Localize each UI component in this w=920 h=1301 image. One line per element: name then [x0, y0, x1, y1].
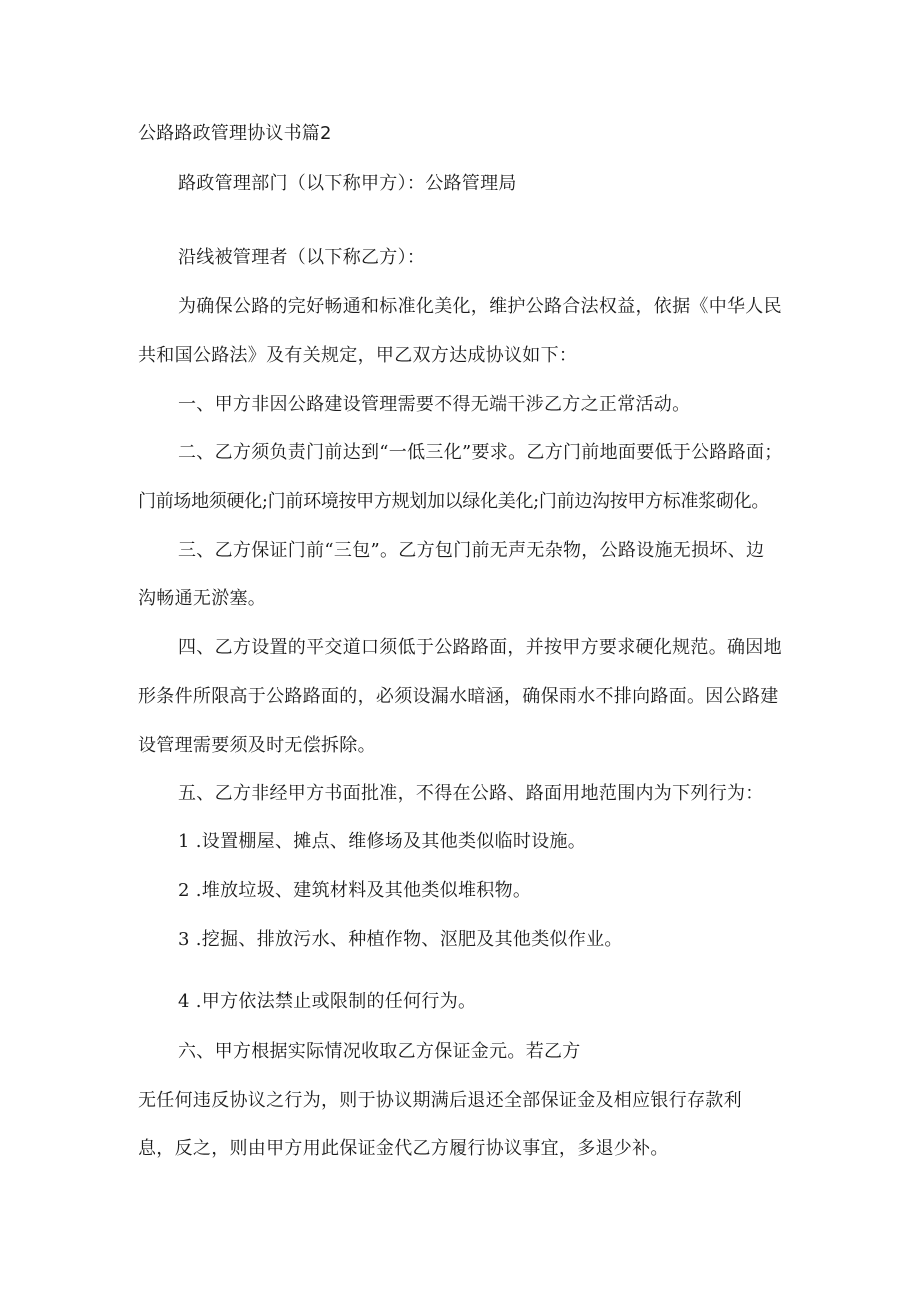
clause-2-line-2: 门前场地须硬化;门前环境按甲方规划加以绿化美化;门前边沟按甲方标准浆砌化。: [138, 491, 770, 512]
clause-4-line-2: 形条件所限高于公路路面的，必须设漏水暗涵，确保雨水不排向路面。因公路建: [138, 686, 779, 707]
clause-3-line-1: 三、乙方保证门前“三包”。乙方包门前无声无杂物，公路设施无损坏、边: [178, 540, 765, 561]
list-item-1: 1 .设置棚屋、摊点、维修场及其他类似临时设施。: [178, 831, 587, 852]
clause-2-line-1: 二、乙方须负责门前达到“一低三化”要求。乙方门前地面要低于公路路面；: [178, 442, 783, 463]
intro-line-2: 共和国公路法》及有关规定，甲乙双方达成协议如下：: [138, 345, 578, 366]
clause-6-line-1: 六、甲方根据实际情况收取乙方保证金元。若乙方: [178, 1041, 581, 1062]
intro-line-1: 为确保公路的完好畅通和标准化美化，维护公路合法权益，依据《中华人民: [178, 296, 782, 317]
party-a-line: 路政管理部门（以下称甲方）：公路管理局: [178, 173, 517, 194]
clause-5: 五、乙方非经甲方书面批准，不得在公路、路面用地范围内为下列行为：: [178, 783, 764, 804]
clause-4-line-3: 设管理需要须及时无偿拆除。: [138, 735, 376, 756]
list-item-2: 2 .堆放垃圾、建筑材料及其他类似堆积物。: [178, 880, 532, 901]
list-item-4: 4 .甲方依法禁止或限制的任何行为。: [178, 991, 477, 1012]
clause-6-line-2: 无任何违反协议之行为，则于协议期满后退还全部保证金及相应银行存款利: [138, 1090, 742, 1111]
clause-6-line-3: 息，反之，则由甲方用此保证金代乙方履行协议事宜，多退少补。: [138, 1138, 669, 1159]
document-title: 公路路政管理协议书篇2: [138, 123, 332, 144]
clause-3-line-2: 沟畅通无淤塞。: [138, 588, 267, 609]
party-b-line: 沿线被管理者（以下称乙方）：: [178, 247, 426, 268]
clause-1: 一、甲方非因公路建设管理需要不得无端干涉乙方之正常活动。: [178, 394, 691, 415]
list-item-3: 3 .挖掘、排放污水、种植作物、沤肥及其他类似作业。: [178, 929, 623, 950]
clause-4-line-1: 四、乙方设置的平交道口须低于公路路面，并按甲方要求硬化规范。确因地: [178, 637, 782, 658]
